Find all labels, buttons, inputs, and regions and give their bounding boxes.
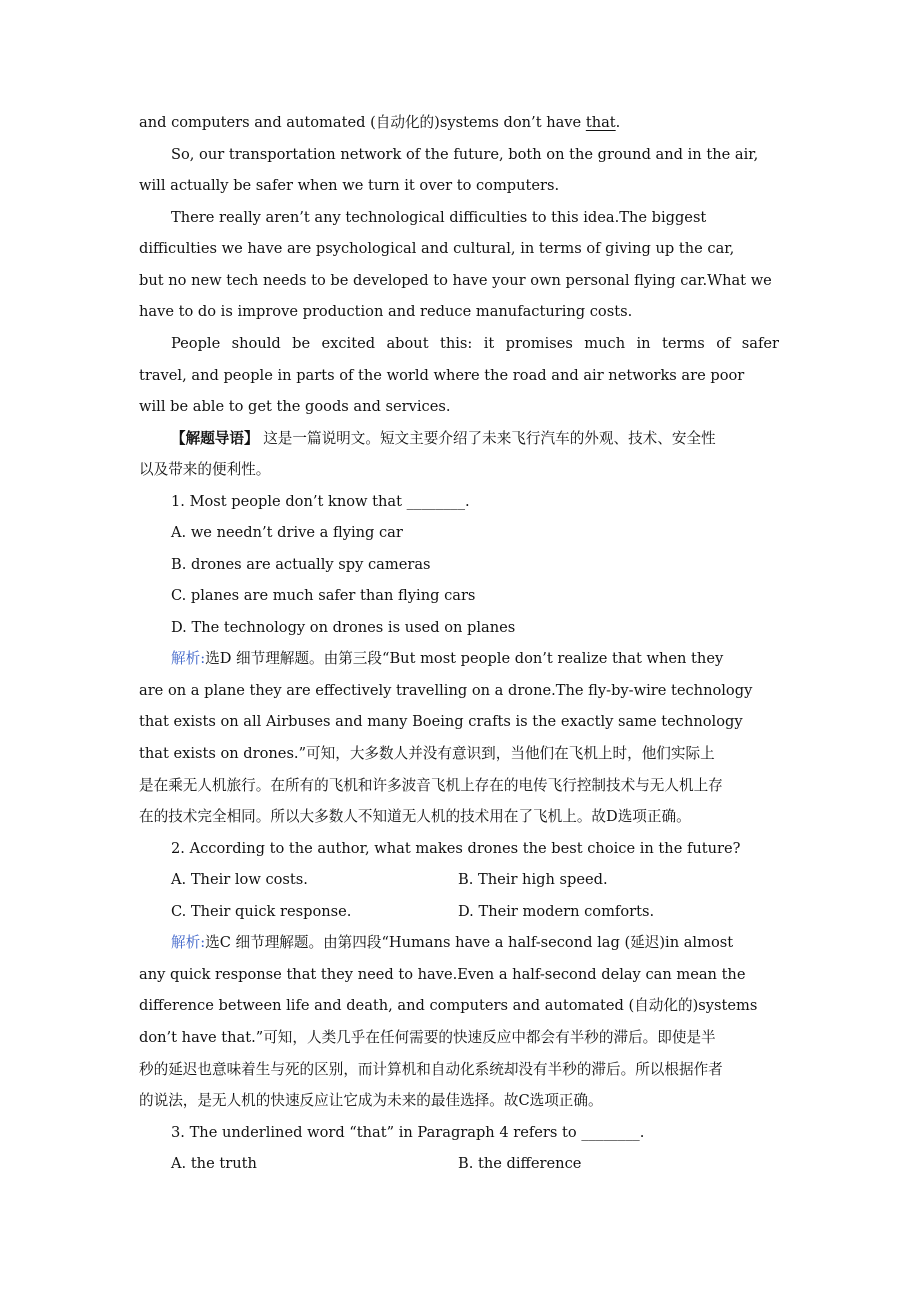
paragraph-line: will be able to get the goods and services. [139,398,451,415]
option: B. the difference [458,1155,582,1172]
underlined-word: that [585,114,616,131]
paragraph-line: So, our transportation network of the future, both on the ground and in the air, [171,146,759,163]
guide-line [171,429,779,449]
guide-line: 以及带来的便利性。 [139,461,271,478]
option: D. Their modern comforts. [458,903,655,920]
paragraph-line: difficulties we have are psychological and cultural, in terms of giving up the car, [139,240,735,257]
text: 这是一篇说明文。短文主要介绍了未来飞行汽车的外观、技术、安全性 [258,430,716,447]
paragraph-line: travel, and people in parts of the world where the road and air networks are poor [139,367,745,384]
analysis-line: 的说法，是无人机的快速反应让它成为未来的最佳选择。故C选项正确。 [139,1092,603,1109]
analysis-label: 解析: [171,650,206,667]
analysis-line: difference between life and death, and computers and automated (自动化的)systems [139,997,758,1014]
option: A. the truth [171,1155,257,1172]
analysis-line: are on a plane they are effectively travelling on a drone.The fly-by-wire technology [139,682,753,699]
option: A. we needn’t drive a flying car [171,524,403,541]
analysis-line: that exists on all Airbuses and many Boeing crafts is the exactly same technology [139,713,743,730]
analysis-line [171,649,803,669]
option: B. drones are actually spy cameras [171,556,431,573]
analysis-line: 是在乘无人机旅行。在所有的飞机和许多波音飞机上存在的电传飞行控制技术与无人机上存 [139,777,723,794]
text: 选D 细节理解题。由第三段“But most people don’t realize that when they [205,650,724,667]
option: C. Their quick response. [171,903,352,920]
analysis-line: don’t have that.”可知，人类几乎在任何需要的快速反应中都会有半秒的滞后。即使是半 [139,1029,716,1046]
paragraph-line: have to do is improve production and reduce manufacturing costs. [139,303,633,320]
paragraph-line: but no new tech needs to be developed to have your own personal flying car.What we [139,272,772,289]
guide-label: 【解题导语】 [171,430,259,447]
question-stem: 3. The underlined word “that” in Paragraph 4 refers to ________. [171,1124,645,1141]
analysis-line: 秒的延迟也意味着生与死的区别，而计算机和自动化系统却没有半秒的滞后。所以根据作者 [139,1061,723,1078]
analysis-line [171,933,809,953]
option: C. planes are much safer than flying cars [171,587,476,604]
option: B. Their high speed. [458,871,608,888]
question-stem: 2. According to the author, what makes drones the best choice in the future? [171,840,741,857]
analysis-line: any quick response that they need to have.Even a half-second delay can mean the [139,966,746,983]
paragraph-line: People should be excited about this: it promises much in terms of safer [171,335,779,352]
analysis-line: that exists on drones.”可知，大多数人并没有意识到，当他们在飞机上时，他们实际上 [139,745,715,762]
option: D. The technology on drones is used on planes [171,619,516,636]
paragraph-line: There really aren’t any technological difficulties to this idea.The biggest [171,209,707,226]
question-stem: 1. Most people don’t know that ________. [171,493,470,510]
text: . [615,114,621,131]
option: A. Their low costs. [171,871,308,888]
text: and computers and automated (自动化的)systems don’t have [139,114,586,131]
paragraph-line [139,113,799,133]
text: 选C 细节理解题。由第四段“Humans have a half-second lag (延迟)in almost [205,934,734,951]
paragraph-line: will actually be safer when we turn it over to computers. [139,177,560,194]
analysis-line: 在的技术完全相同。所以大多数人不知道无人机的技术用在了飞机上。故D选项正确。 [139,808,691,825]
analysis-label: 解析: [171,934,206,951]
